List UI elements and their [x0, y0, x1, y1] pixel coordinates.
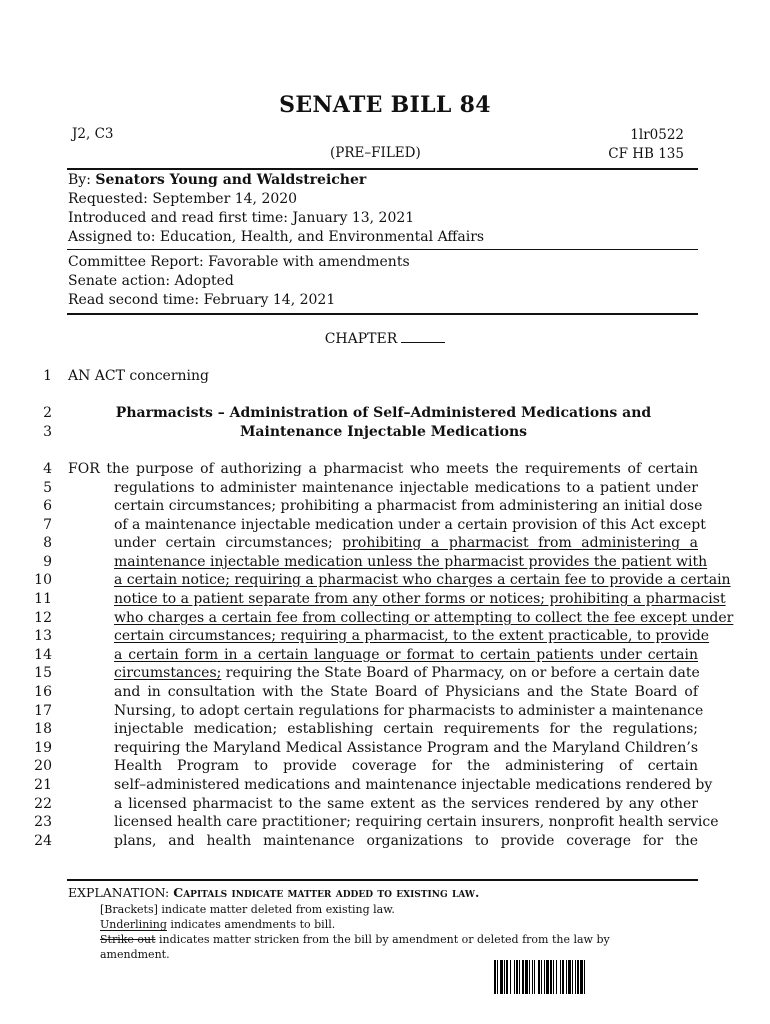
explanation-brackets [100, 902, 395, 917]
amendment-text: prohibiting a pharmacist from administering a [342, 535, 698, 551]
amendment-line: certain circumstances; requiring a pharmacist, to the extent practicable, to provide [114, 628, 710, 644]
lr-number: 1lr0522 [630, 127, 684, 143]
line-number: 15 [34, 665, 52, 681]
line-number: 17 [34, 703, 52, 719]
by-label: By: [68, 172, 96, 188]
bill-reference-codes [608, 126, 684, 164]
line-number: 11 [34, 591, 52, 607]
divider-bottom [67, 313, 698, 315]
bill-title: SENATE BILL 84 [279, 92, 491, 118]
bill-heading-line-2: Maintenance Injectable Medications [239, 424, 528, 440]
line-number: 1 [43, 368, 52, 384]
line-number: 6 [43, 498, 52, 514]
underlining-text: indicates amendments to bill. [166, 918, 336, 931]
explanation-underlining [100, 917, 335, 932]
sponsors-line [68, 171, 484, 190]
explanation-strikeout-cont: amendment. [100, 948, 170, 961]
line-number: 2 [43, 405, 52, 421]
purpose-line: self–administered medications and maintenance injectable medications rendered by [114, 777, 713, 793]
line-number: 13 [34, 628, 52, 644]
line-number: 8 [43, 535, 52, 551]
purpose-line: regulations to administer maintenance injectable medications to a patient under [114, 480, 698, 496]
amendment-line: a certain form in a certain language or format to certain patients under certain [114, 647, 698, 663]
explanation-divider [67, 879, 698, 881]
line-number: 3 [43, 424, 52, 440]
sponsor-info [68, 171, 484, 247]
line-number: 12 [34, 610, 52, 626]
line-number: 23 [34, 814, 52, 830]
purpose-line: requiring the Maryland Medical Assistance Program and the Maryland Children’s [114, 740, 698, 756]
explanation-strikeout [100, 932, 610, 947]
purpose-line: FOR the purpose of authorizing a pharmacist who meets the requirements of certain [68, 461, 698, 477]
line-number: 10 [34, 572, 52, 588]
assigned-line: Assigned to: Education, Health, and Environmental Affairs [68, 229, 485, 245]
amendment-text: circumstances; [114, 665, 222, 681]
prefiled-label: (PRE–FILED) [330, 145, 421, 161]
purpose-line: injectable medication; establishing certain requirements for the regulations; [114, 721, 698, 737]
barcode-bar [585, 960, 587, 994]
cross-file-number: CF HB 135 [608, 146, 684, 162]
purpose-text: requiring the State Board of Pharmacy, on or before a certain date [221, 665, 700, 681]
chapter-blank [401, 330, 445, 343]
line-number: 22 [34, 796, 52, 812]
committee-report-line: Committee Report: Favorable with amendments [68, 254, 410, 270]
divider-middle [67, 249, 698, 250]
explanation-heading [68, 885, 479, 900]
purpose-line: of a maintenance injectable medication under a certain provision of this Act except [114, 517, 706, 533]
purpose-line: a licensed pharmacist to the same extent as the services rendered by any other [114, 796, 698, 812]
strikeout-text: indicates matter stricken from the bill by amendment or deleted from the law by [155, 933, 610, 946]
read-second-line: Read second time: February 14, 2021 [68, 292, 336, 308]
line-number: 4 [43, 461, 52, 477]
line-number: 24 [34, 833, 52, 849]
sponsors: Senators Young and Waldstreicher [95, 172, 367, 188]
amendment-line: notice to a patient separate from any other forms or notices; prohibiting a pharmacist [114, 591, 726, 607]
amendment-line: maintenance injectable medication unless the pharmacist provides the patient with [114, 554, 708, 570]
purpose-text: under certain circumstances; [114, 535, 343, 551]
line-number: 16 [34, 684, 52, 700]
divider-top [67, 168, 698, 170]
amendment-line: who charges a certain fee from collecting or attempting to collect the fee except under [114, 610, 734, 626]
senate-action-line: Senate action: Adopted [68, 273, 234, 289]
line-number: 19 [34, 740, 52, 756]
purpose-line [114, 535, 698, 551]
line-number: 5 [43, 480, 52, 496]
underlining-term: Underlining [100, 918, 167, 931]
purpose-line: Nursing, to adopt certain regulations for pharmacists to administer a maintenance [114, 703, 704, 719]
introduced-line: Introduced and read first time: January 13, 2021 [68, 210, 415, 226]
purpose-line: Health Program to provide coverage for the administering of certain [114, 758, 698, 774]
brackets-text: indicate matter deleted from existing law. [157, 903, 395, 916]
line-number: 20 [34, 758, 52, 774]
brackets-term: [Brackets] [100, 903, 158, 916]
line-number: 14 [34, 647, 52, 663]
purpose-line: and in consultation with the State Board of Physicians and the State Board of [114, 684, 698, 700]
explanation-label: EXPLANATION: [68, 885, 174, 900]
chapter-label: CHAPTER [324, 331, 398, 347]
purpose-line: certain circumstances; prohibiting a pharmacist from administering an initial dose [114, 498, 703, 514]
line-number: 7 [43, 517, 52, 533]
line-number: 9 [43, 554, 52, 570]
subject-codes: J2, C3 [72, 126, 114, 142]
act-intro: AN ACT concerning [68, 368, 209, 384]
bill-heading-line-1: Pharmacists – Administration of Self–Administered Medications and [115, 405, 652, 421]
purpose-line [114, 665, 698, 681]
barcode [494, 960, 680, 994]
explanation-caps-text: Capitals indicate matter added to existing law. [173, 885, 480, 900]
purpose-line: plans, and health maintenance organizations to provide coverage for the [114, 833, 698, 849]
purpose-line: licensed health care practitioner; requiring certain insurers, nonprofit health service [114, 814, 719, 830]
amendment-line: a certain notice; requiring a pharmacist who charges a certain fee to provide a certain [114, 572, 731, 588]
strikeout-term: Strike out [100, 933, 156, 946]
chapter-line [0, 330, 770, 347]
requested-line: Requested: September 14, 2020 [68, 191, 298, 207]
line-number: 18 [34, 721, 52, 737]
committee-info [68, 253, 410, 310]
line-number: 21 [34, 777, 52, 793]
